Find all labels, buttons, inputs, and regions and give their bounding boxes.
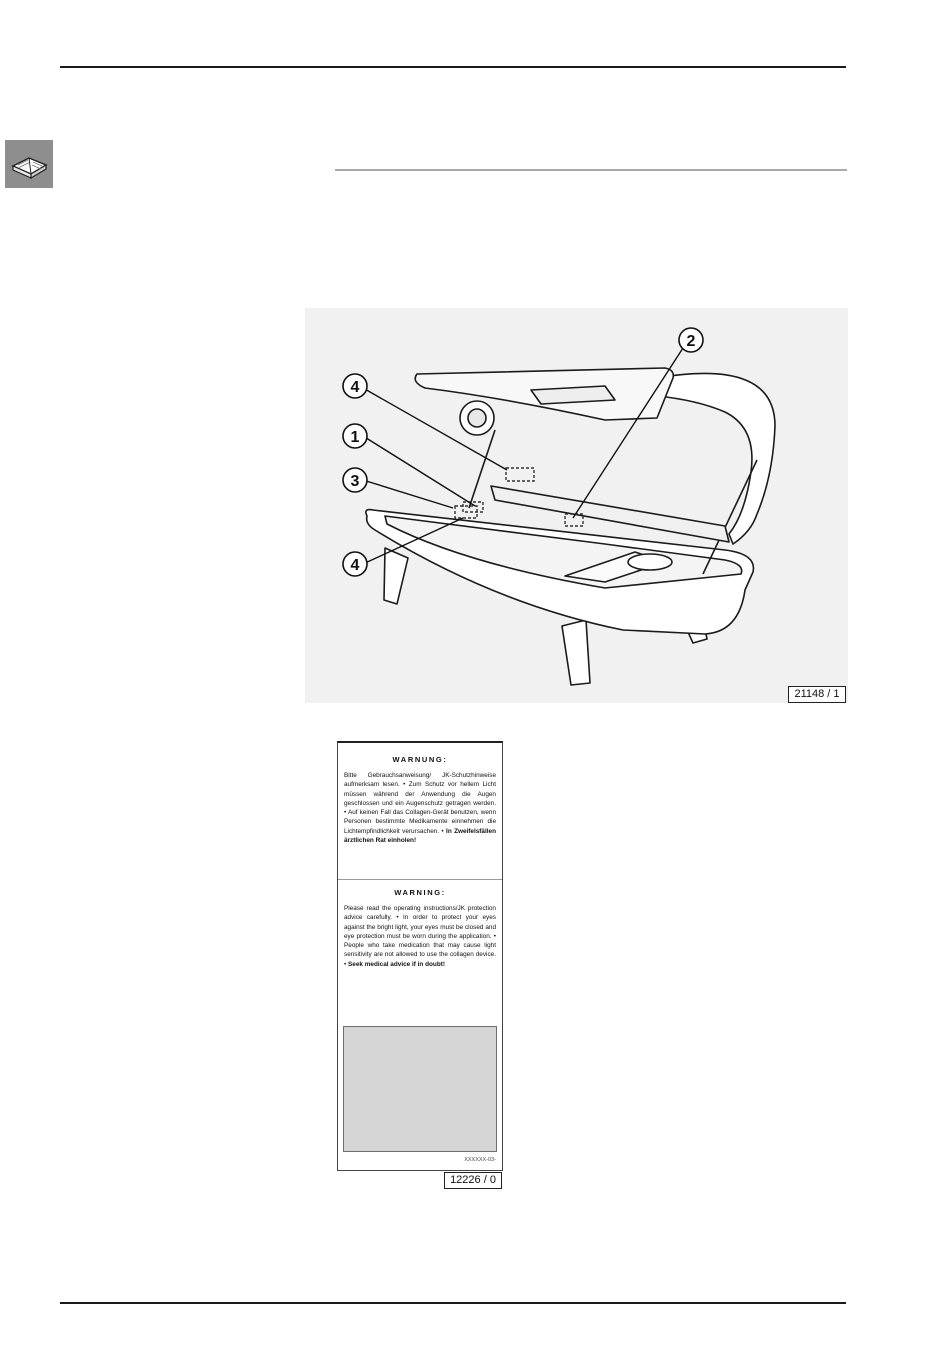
label-code: XXXXXX-03- — [464, 1157, 496, 1163]
section-rule — [335, 169, 847, 171]
open-book-icon — [5, 140, 53, 188]
figure-reference-21148: 21148 / 1 — [788, 686, 846, 703]
warning-heading-english: WARNING: — [394, 888, 446, 897]
callout-4-top-label: 4 — [350, 379, 360, 396]
figure-reference-12226: 12226 / 0 — [444, 1172, 502, 1189]
callout-3-label: 3 — [350, 473, 360, 490]
label-image-placeholder — [343, 1026, 497, 1152]
warning-text-german: Bitte Gebrauchsanweisung/ JK-Schutzhinweise aufmerksam lesen. • Zum Schutz vor hellem Licht müssen während der Anwendung die Augen geschlossen und ein Augenschutz getragen werden. • Auf keinen Fall das Collagen-Gerät benutzen, wenn Personen bestimmte Medikamente einnehmen die Lichtempfindlichkeit verursachen. • In Zweifelsfällen ärztlichen Rat einholen! — [344, 772, 496, 845]
warning-section-english — [338, 880, 502, 1016]
callout-4-bottom-label: 4 — [350, 557, 360, 574]
warning-label — [337, 741, 503, 1171]
warning-emphasis-german: In Zweifelsfällen ärztlichen Rat einholen! — [344, 827, 496, 845]
callout-2-label: 2 — [686, 333, 696, 350]
warning-emphasis-english: Seek medical advice if in doubt! — [348, 960, 445, 968]
footer-rule — [60, 1302, 846, 1304]
callout-1-label: 1 — [350, 429, 360, 446]
warning-heading-german: WARNUNG: — [392, 755, 448, 764]
header-rule — [60, 66, 846, 68]
warning-section-german — [338, 743, 502, 880]
tanning-bed-illustration — [305, 308, 848, 703]
warning-text-english: Please read the operating instructions/JK protection advice carefully. • In order to protect your eyes against the bright light, your eyes must be closed and eye protection must be worn during the application. • People who take medication that may cause light sensitivity are not allowed to use the collagen device. • Seek medical advice if in doubt! — [344, 905, 496, 968]
